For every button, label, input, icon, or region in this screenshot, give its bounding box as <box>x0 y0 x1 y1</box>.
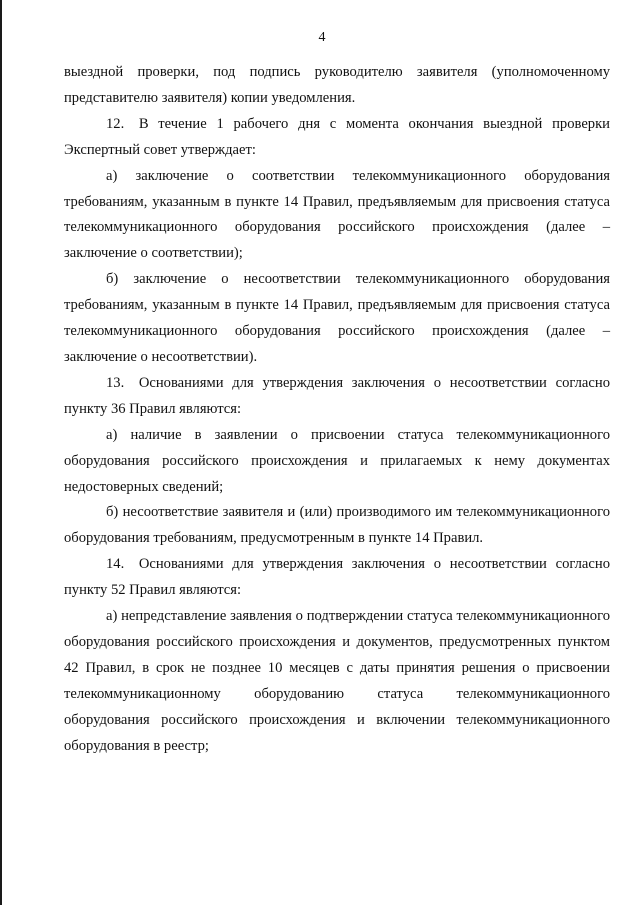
paragraph-item-13b: б) несоответствие заявителя и (или) производимого им телекоммуникационного оборудования требованиям, предусмотренным в пункте 14 Правил. <box>64 504 610 547</box>
paragraph-item-12: 12. В течение 1 рабочего дня с момента окончания выездной проверки Экспертный совет утверждает: <box>64 115 610 158</box>
paragraph-continuation: выездной проверки, под подпись руководителю заявителя (уполномоченному представителю заявителя) копии уведомления. <box>64 64 610 106</box>
paragraph-item-14: 14. Основаниями для утверждения заключения о несоответствии согласно пункту 52 Правил являются: <box>64 556 610 599</box>
paragraph-item-14a: а) непредставление заявления о подтверждении статуса телекоммуникационного оборудования российского происхождения и документов, предусмотренных пунктом 42 Правил, в срок не позднее 10 месяцев с даты принятия решения о присвоении телекоммуникационному оборудованию статуса телекоммуникационного оборудования российского происхождения и включении телекоммуникационного оборудования в реестр; <box>64 608 610 754</box>
paragraph-item-12b: б) заключение о несоответствии телекоммуникационного оборудования требованиям, указанным в пункте 14 Правил, предъявляемым для присвоения статуса телекоммуникационного оборудования российского происхождения (далее – заключение о несоответствии). <box>64 271 610 365</box>
paragraph-item-12a: а) заключение о соответствии телекоммуникационного оборудования требованиям, указанным в пункте 14 Правил, предъявляемым для присвоения статуса телекоммуникационного оборудования российского происхождения (далее – заключение о соответствии); <box>64 167 610 262</box>
paragraph-item-13a: а) наличие в заявлении о присвоении статуса телекоммуникационного оборудования российского происхождения и прилагаемых к нему документах недостоверных сведений; <box>64 426 610 495</box>
page-number: 4 <box>318 30 326 45</box>
paragraph-item-13: 13. Основаниями для утверждения заключения о несоответствии согласно пункту 36 Правил являются: <box>64 374 610 417</box>
document-body <box>64 60 610 759</box>
